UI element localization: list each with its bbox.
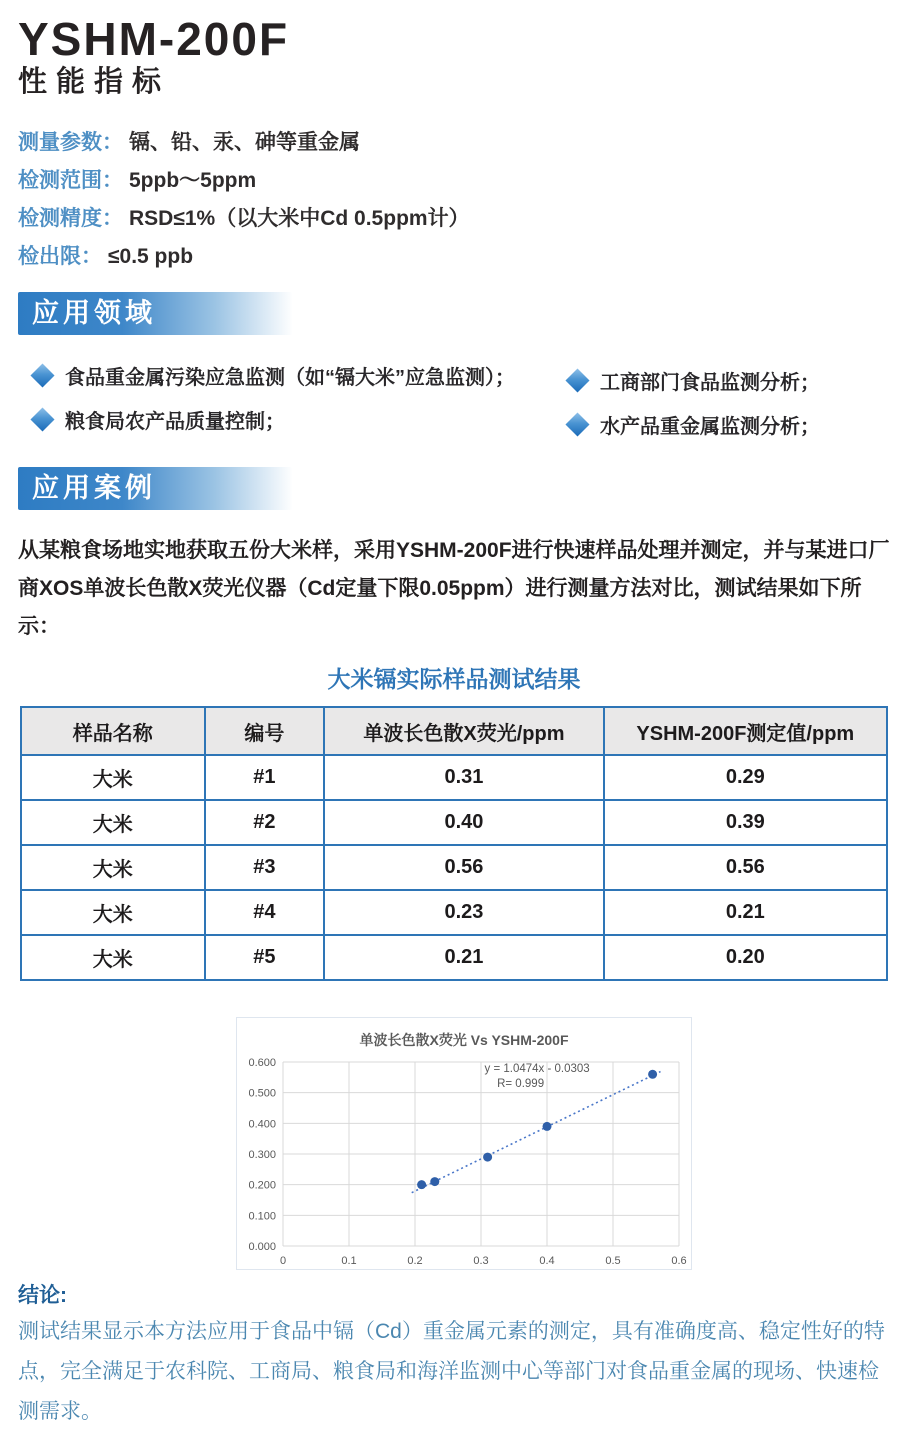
header-cell-xrf-value: 单波长色散X荧光/ppm (324, 707, 603, 755)
svg-text:0.600: 0.600 (248, 1057, 276, 1069)
bullet-label: 水产品重金属监测分析； (600, 416, 820, 438)
bullet-label: 工商部门食品监测分析； (600, 372, 820, 394)
conclusion-text: 测试结果显示本方法应用于食品中镉（Cd）重金属元素的测定，具有准确度高、稳定性好的特点，完全满足于农科院、工商局、粮食局和海洋监测中心等部门对食品重金属的现场、快速检测需求。 (18, 1320, 885, 1423)
table-header-row (21, 707, 887, 755)
spec-list (18, 124, 892, 276)
table-cell: 0.40 (324, 800, 603, 845)
svg-text:0.3: 0.3 (473, 1255, 489, 1267)
table-cell: #4 (205, 890, 325, 935)
bullet-label: 食品重金属污染应急监测（如“镉大米”应急监测）； (65, 367, 515, 389)
scatter-chart (236, 1017, 692, 1270)
table-cell: #2 (205, 800, 325, 845)
list-item (565, 366, 820, 395)
diamond-bullet-icon (30, 363, 54, 387)
svg-text:0.1: 0.1 (341, 1255, 357, 1267)
diamond-bullet-icon (565, 412, 589, 436)
svg-text:R= 0.999: R= 0.999 (497, 1078, 545, 1090)
scatter-plot-svg (237, 1050, 693, 1270)
chart-title: 单波长色散X荧光 Vs YSHM-200F (359, 1032, 569, 1048)
table-cell: 0.31 (324, 755, 603, 800)
table-row (21, 845, 887, 890)
bullet-column-right (565, 361, 820, 439)
svg-text:0.5: 0.5 (605, 1255, 621, 1267)
spec-label: 测量参数： (18, 131, 123, 154)
table-row (21, 755, 887, 800)
table-row (21, 800, 887, 845)
table-title: 大米镉实际样品测试结果 (327, 666, 581, 692)
svg-text:0.200: 0.200 (248, 1179, 276, 1192)
spec-value: ≤0.5 ppb (108, 245, 194, 268)
section-header-application-areas: 应用领域 (18, 292, 292, 335)
table-cell: 0.20 (604, 935, 887, 980)
table-cell: #3 (205, 845, 325, 890)
list-item (30, 361, 565, 390)
page-subtitle: 性能指标 (18, 66, 171, 98)
application-areas-list (18, 361, 892, 439)
list-item (565, 410, 820, 439)
svg-text:0.400: 0.400 (248, 1118, 276, 1131)
spec-label: 检出限： (18, 245, 102, 268)
conclusion-section (18, 1280, 892, 1432)
svg-text:0.000: 0.000 (248, 1241, 276, 1253)
page-title: YSHM-200F (18, 13, 290, 65)
table-cell: 0.56 (604, 845, 887, 890)
list-item (30, 405, 565, 434)
svg-text:0.300: 0.300 (248, 1149, 276, 1161)
table-cell: 大米 (21, 890, 205, 935)
bullet-column-left (30, 361, 565, 439)
svg-text:0.6: 0.6 (671, 1255, 687, 1267)
spec-value: 镉、铅、汞、砷等重金属 (129, 131, 360, 154)
spec-measure-params (18, 124, 892, 162)
table-cell: 0.21 (324, 935, 603, 980)
spec-detection-limit (18, 238, 892, 276)
table-cell: 0.23 (324, 890, 603, 935)
svg-text:0.4: 0.4 (539, 1255, 555, 1267)
conclusion-heading: 结论: (18, 1284, 67, 1307)
svg-text:0.100: 0.100 (248, 1210, 276, 1223)
diamond-bullet-icon (565, 368, 589, 392)
table-cell: 0.29 (604, 755, 887, 800)
table-cell: 0.39 (604, 800, 887, 845)
table-cell: 大米 (21, 845, 205, 890)
header-cell-yshm-value: YSHM-200F测定值/ppm (604, 707, 887, 755)
bullet-label: 粮食局农产品质量控制； (65, 411, 285, 433)
spec-value: 5ppb～5ppm (129, 169, 257, 192)
svg-text:y = 1.0474x - 0.0303: y = 1.0474x - 0.0303 (484, 1063, 590, 1075)
diamond-bullet-icon (30, 407, 54, 431)
spec-precision (18, 200, 892, 238)
spec-detection-range (18, 162, 892, 200)
table-cell: 0.21 (604, 890, 887, 935)
table-cell: 大米 (21, 800, 205, 845)
svg-text:0: 0 (279, 1255, 287, 1267)
table-cell: 大米 (21, 755, 205, 800)
svg-text:0.500: 0.500 (248, 1087, 276, 1100)
spec-label: 检测范围： (18, 169, 123, 192)
table-cell: 大米 (21, 935, 205, 980)
svg-text:0.2: 0.2 (407, 1255, 423, 1267)
table-cell: #5 (205, 935, 325, 980)
table-cell: 0.56 (324, 845, 603, 890)
section-header-application-case: 应用案例 (18, 467, 292, 510)
header-cell-sample-name: 样品名称 (21, 707, 205, 755)
table-row (21, 890, 887, 935)
table-cell: #1 (205, 755, 325, 800)
spec-value: RSD≤1%（以大米中Cd 0.5ppm计） (129, 207, 470, 230)
table-row (21, 935, 887, 980)
chart-plot-area (237, 1050, 693, 1270)
case-description: 从某粮食场地实地获取五份大米样，采用YSHM-200F进行快速样品处理并测定，并与某进口厂商XOS单波长色散X荧光仪器（Cd定量下限0.05ppm）进行测量方法对比，测试结果如下所示： (18, 539, 890, 638)
header-cell-sample-id: 编号 (205, 707, 325, 755)
spec-label: 检测精度： (18, 207, 123, 230)
results-table (20, 706, 888, 981)
